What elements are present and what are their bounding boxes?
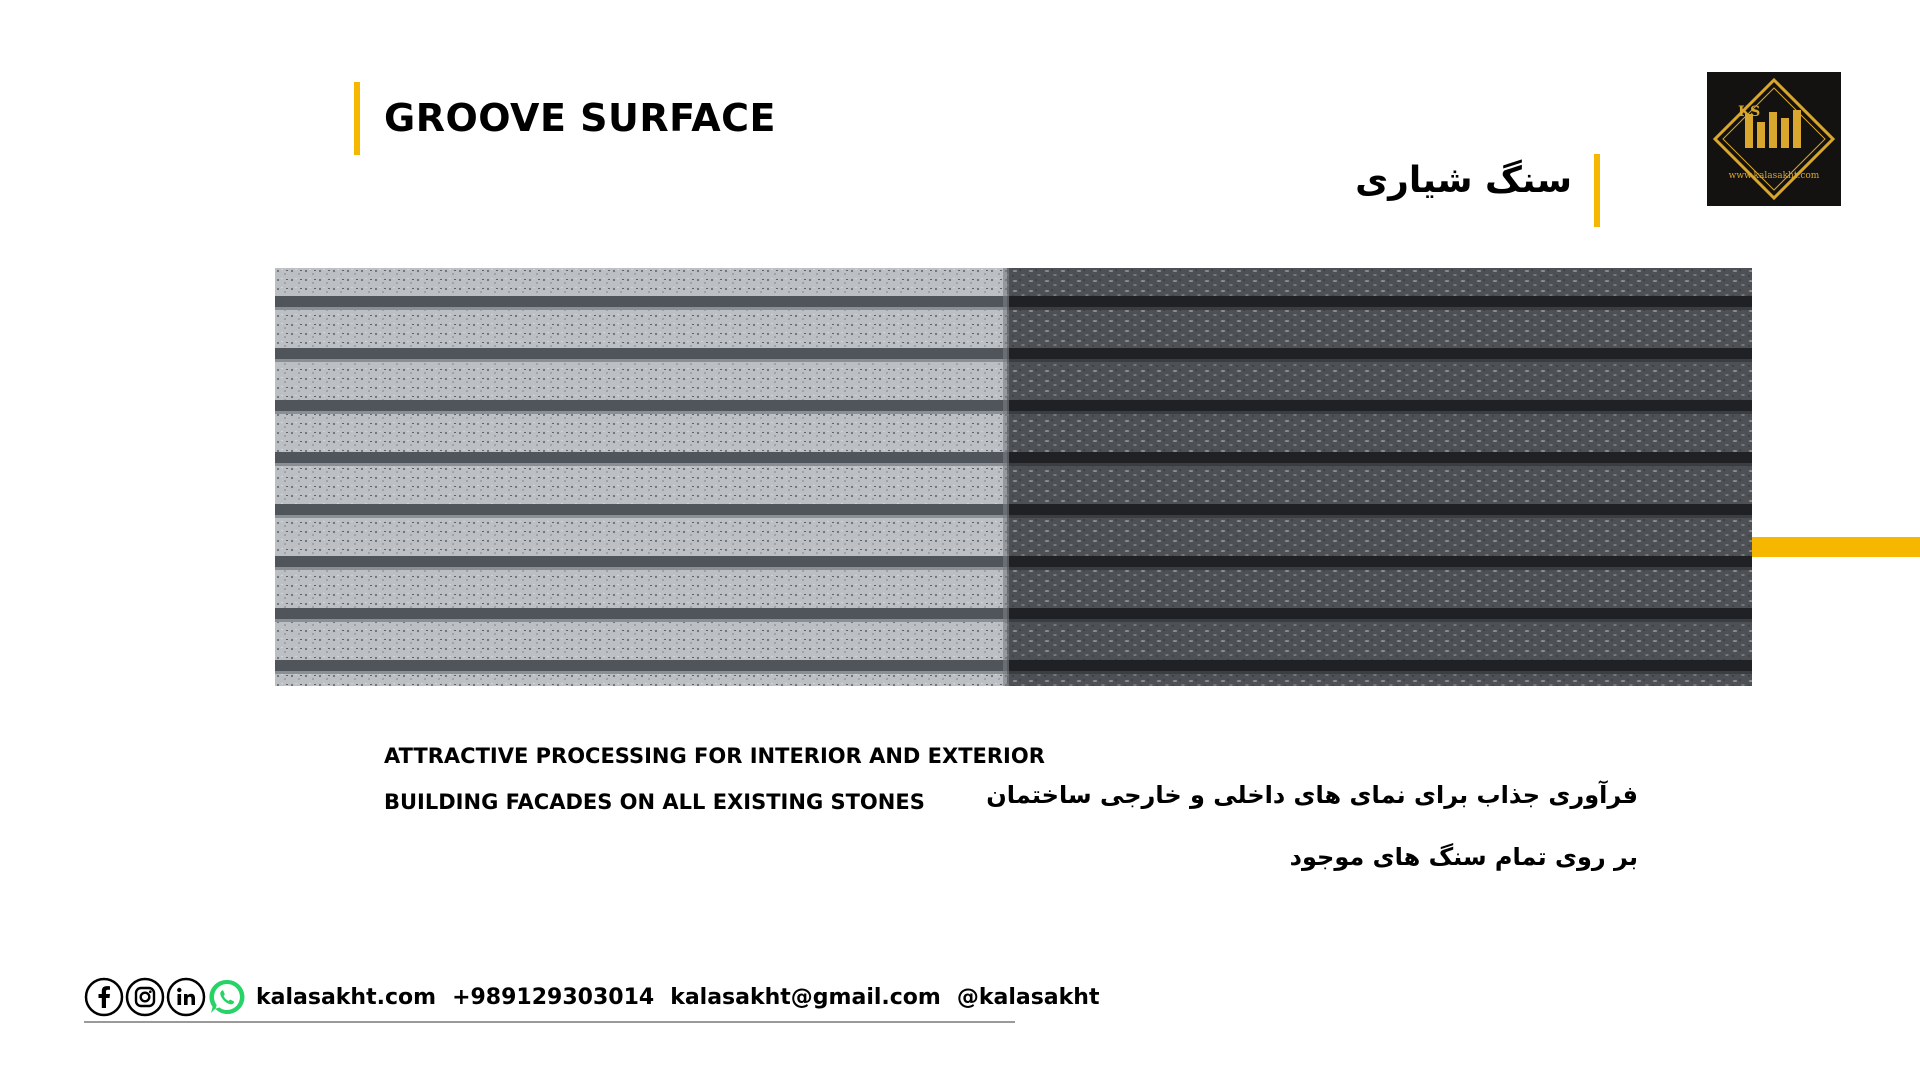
right-accent-bar	[1752, 537, 1920, 557]
contact-footer	[84, 974, 1100, 1020]
svg-text:KS: KS	[1738, 104, 1761, 120]
whatsapp-icon[interactable]	[207, 977, 247, 1017]
footer-website[interactable]: kalasakht.com	[256, 984, 437, 1010]
footer-phone[interactable]: +989129303014	[452, 984, 655, 1010]
logo-mark-icon	[1707, 72, 1841, 206]
svg-text:www.kalasakht.com: www.kalasakht.com	[1728, 171, 1820, 181]
page-title: GROOVE SURFACE	[384, 96, 776, 140]
groove-stone-photo	[275, 268, 1752, 686]
title-accent-bar	[354, 82, 360, 155]
persian-description-line: فرآوری جذاب برای نمای های داخلی و خارجی ساختمان	[986, 781, 1638, 809]
linkedin-icon[interactable]	[166, 977, 206, 1017]
persian-title-accent-bar	[1594, 154, 1600, 227]
footer-handle[interactable]: @kalasakht	[956, 984, 1100, 1010]
english-description	[384, 733, 1044, 825]
persian-description-line: بر روی تمام سنگ های موجود	[1289, 843, 1638, 871]
english-description-line: BUILDING FACADES ON ALL EXISTING STONES	[384, 790, 925, 814]
groove-stone-image-icon	[275, 268, 1752, 686]
kalasakht-logo	[1707, 72, 1841, 206]
persian-title: سنگ شیاری	[1355, 160, 1572, 201]
footer-divider	[84, 1021, 1015, 1023]
footer-email[interactable]: kalasakht@gmail.com	[670, 984, 941, 1010]
instagram-icon[interactable]	[125, 977, 165, 1017]
facebook-icon[interactable]	[84, 977, 124, 1017]
persian-description	[986, 764, 1638, 888]
english-description-line: ATTRACTIVE PROCESSING FOR INTERIOR AND EXTERIOR	[384, 744, 1045, 768]
